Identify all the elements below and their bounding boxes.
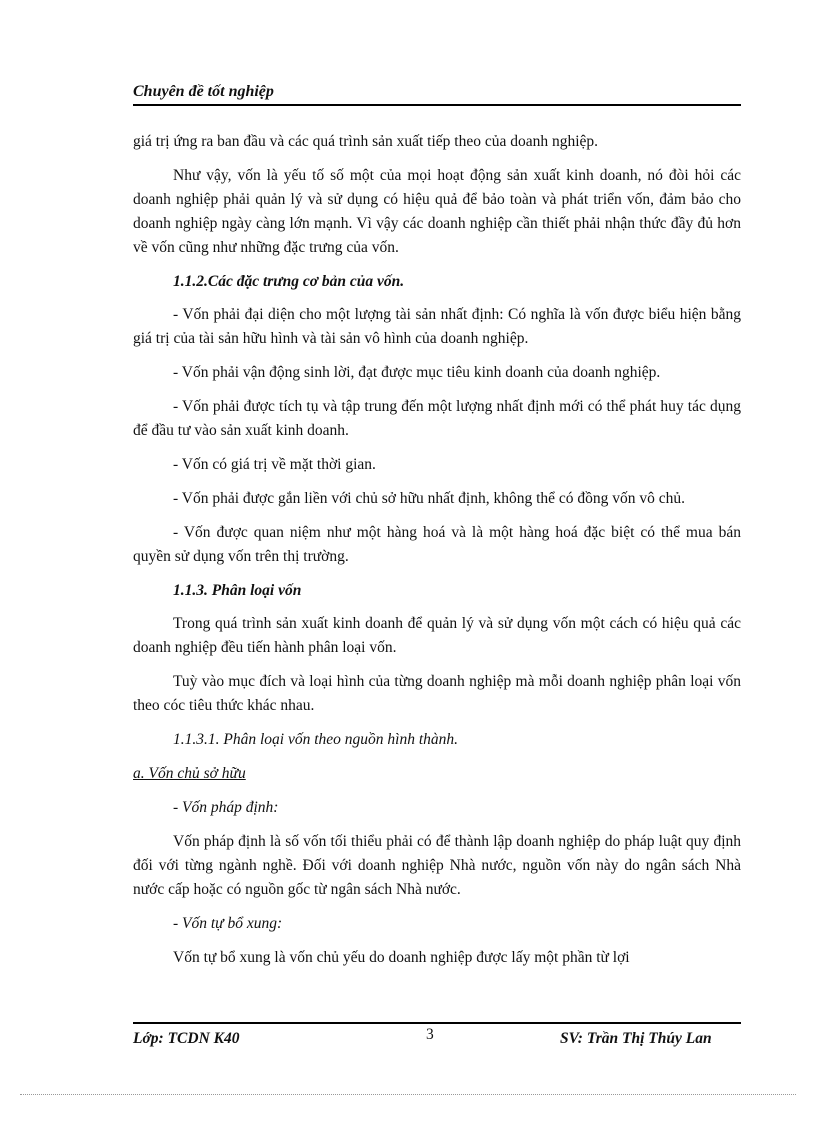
paragraph-2: Như vậy, vốn là yếu tố số một của mọi hoạt động sản xuất kinh doanh, nó đòi hỏi các doanh nghiệp phải quản lý và sử dụng có hiệu quả để bảo toàn và phát triển vốn, đảm bảo cho doanh nghiệp ngày càng lớn mạnh. Vì vậy các doanh nghiệp cần thiết phải nhận thức đầy đủ hơn về vốn cũng như những đặc trưng của vốn. xyxy=(133,167,741,256)
paragraph-9: Trong quá trình sản xuất kinh doanh để quản lý và sử dụng vốn một cách có hiệu quả các doanh nghiệp đều tiến hành phân loại vốn. xyxy=(133,615,741,656)
paragraph-8: - Vốn được quan niệm như một hàng hoá và là một hàng hoá đặc biệt có thể mua bán quyền sử dụng vốn trên thị trường. xyxy=(133,524,741,565)
footer-class-label: Lớp: TCDN K40 xyxy=(133,1030,240,1047)
header-title: Chuyên đề tốt nghiệp xyxy=(133,83,274,100)
paragraph-10: Tuỳ vào mục đích và loại hình của từng doanh nghiệp mà mỗi doanh nghiệp phân loại vốn theo cóc tiêu thức khác nhau. xyxy=(133,673,741,714)
heading-1-1-2: 1.1.2.Các đặc trưng cơ bản của vốn. xyxy=(173,273,405,290)
heading-1-1-3: 1.1.3. Phân loại vốn xyxy=(173,582,302,599)
paragraph-1: giá trị ứng ra ban đầu và các quá trình sản xuất tiếp theo của doanh nghiệp. xyxy=(133,133,599,150)
paragraph-6: - Vốn có giá trị về mặt thời gian. xyxy=(173,456,376,473)
heading-1-1-3-1: 1.1.3.1. Phân loại vốn theo nguồn hình thành. xyxy=(173,731,459,748)
paragraph-5: - Vốn phải được tích tụ và tập trung đến một lượng nhất định mới có thể phát huy tác dụng để đầu tư vào sản xuất kinh doanh. xyxy=(133,398,741,439)
footer-rule xyxy=(133,1022,741,1024)
body-text xyxy=(133,130,741,980)
header-rule xyxy=(133,104,741,106)
paragraph-12: Vốn tự bổ xung là vốn chủ yếu do doanh nghiệp được lấy một phần từ lợi xyxy=(173,949,630,966)
paragraph-7: - Vốn phải được gắn liền với chủ sở hữu nhất định, không thể có đồng vốn vô chủ. xyxy=(173,490,686,507)
heading-von-tu-bo-xung: - Vốn tự bổ xung: xyxy=(173,915,283,932)
paragraph-3: - Vốn phải đại diện cho một lượng tài sản nhất định: Có nghĩa là vốn được biểu hiện bằng giá trị của tài sản hữu hình và tài sản vô hình của doanh nghiệp. xyxy=(133,306,741,347)
page-boundary-dots xyxy=(20,1094,796,1095)
paragraph-11: Vốn pháp định là số vốn tối thiểu phải có để thành lập doanh nghiệp do pháp luật quy định đối với từng ngành nghề. Đối với doanh nghiệp Nhà nước, nguồn vốn này do ngân sách Nhà nước cấp hoặc có nguồn gốc từ ngân sách Nhà nước. xyxy=(133,833,741,898)
heading-von-phap-dinh: - Vốn pháp định: xyxy=(173,799,279,816)
footer-student: SV: Trần Thị Thúy Lan xyxy=(560,1030,712,1047)
page-number: 3 xyxy=(426,1026,434,1043)
heading-a-text: a. Vốn chủ sở hữu xyxy=(133,765,246,782)
heading-a xyxy=(133,762,741,786)
paragraph-4: - Vốn phải vận động sinh lời, đạt được mục tiêu kinh doanh của doanh nghiệp. xyxy=(173,364,661,381)
